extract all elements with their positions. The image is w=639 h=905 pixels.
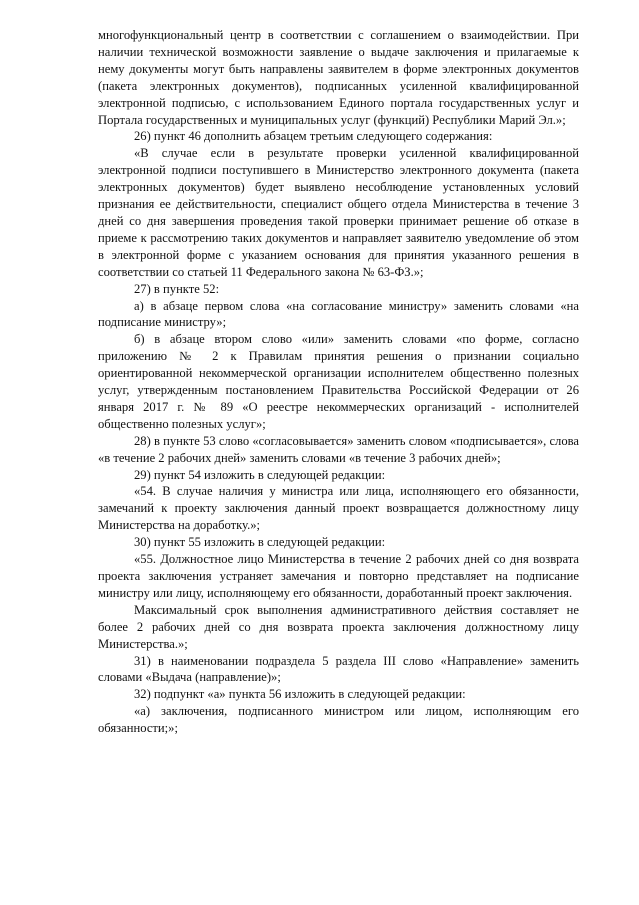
paragraph-8: 29) пункт 54 изложить в следующей редакции: <box>134 467 386 482</box>
paragraph-5: а) в абзаце первом слова «на согласование министру» заменить словами «на подписание министру»; <box>98 298 579 330</box>
paragraph-10: 30) пункт 55 изложить в следующей редакции: <box>134 535 386 550</box>
paragraph-9: «54. В случае наличия у министра или лица, исполняющего его обязанности, замечаний к проекту заключения данный проект возвращается должностному лицу Министерства на доработку.»; <box>98 484 579 533</box>
paragraph-15: «а) заключения, подписанного министром или лицом, исполняющим его обязанности;»; <box>98 704 579 736</box>
paragraph-1: многофункциональный центр в соответствии с соглашением о взаимодействии. При наличии технической возможности заявление о выдаче заключения и прилагаемые к нему документы могут быть направлены заявителем в форме электронных документов (пакета электронных документов), подписанных усиленной квалифицированной электронной подписью, с использованием Единого портала государственных услуг и Портала государственных и муниципальных услуг (функций) Республики Марий Эл.»; <box>98 28 579 127</box>
paragraph-2: 26) пункт 46 дополнить абзацем третьим следующего содержания: <box>134 129 493 144</box>
paragraph-6: б) в абзаце втором слово «или» заменить словами «по форме, согласно приложению № 2 к Правилам принятия решения о признании социально ориентированной некоммерческой организации исполнителем общественно полезных услуг, утвержденным постановлением Правительства Российской Федерации от 26 января 2017 г. № 89 «О реестре некоммерческих организаций - исполнителей общественно полезных услуг»; <box>98 332 579 431</box>
paragraph-11: «55. Должностное лицо Министерства в течение 2 рабочих дней со дня возврата проекта заключения устраняет замечания и повторно представляет на подписание министру или лицу, исполняющему его обязанности, доработанный проект заключения. <box>98 552 579 600</box>
paragraph-4: 27) в пункте 52: <box>134 281 220 296</box>
paragraph-12: Максимальный срок выполнения административного действия составляет не более 2 рабочих дней со дня возврата проекта заключения должностному лицу Министерства.»; <box>98 602 579 651</box>
paragraph-13: 31) в наименовании подраздела 5 раздела III слово «Направление» заменить словами «Выдача (направление)»; <box>98 653 579 685</box>
paragraph-7: 28) в пункте 53 слово «согласовывается» заменить словом «подписывается», слова «в течение 2 рабочих дней» заменить словами «в течение 3 рабочих дней»; <box>98 433 579 465</box>
paragraph-3: «В случае если в результате проверки усиленной квалифицированной электронной подписи поступившего в Министерство электронного документа (пакета электронных документов) будет выявлено несоблюдение установленных условий признания ее действительности, специалист общего отдела Министерства в течение 3 дней со дня завершения проведения такой проверки принимает решение об отказе в приеме к рассмотрению таких документов и направляет заявителю уведомление об этом в электронной форме с указанием основания для принятия указанного решения в соответствии со статьей 11 Федерального закона № 63-ФЗ.»; <box>98 146 579 279</box>
paragraph-14: 32) подпункт «а» пункта 56 изложить в следующей редакции: <box>134 687 466 702</box>
